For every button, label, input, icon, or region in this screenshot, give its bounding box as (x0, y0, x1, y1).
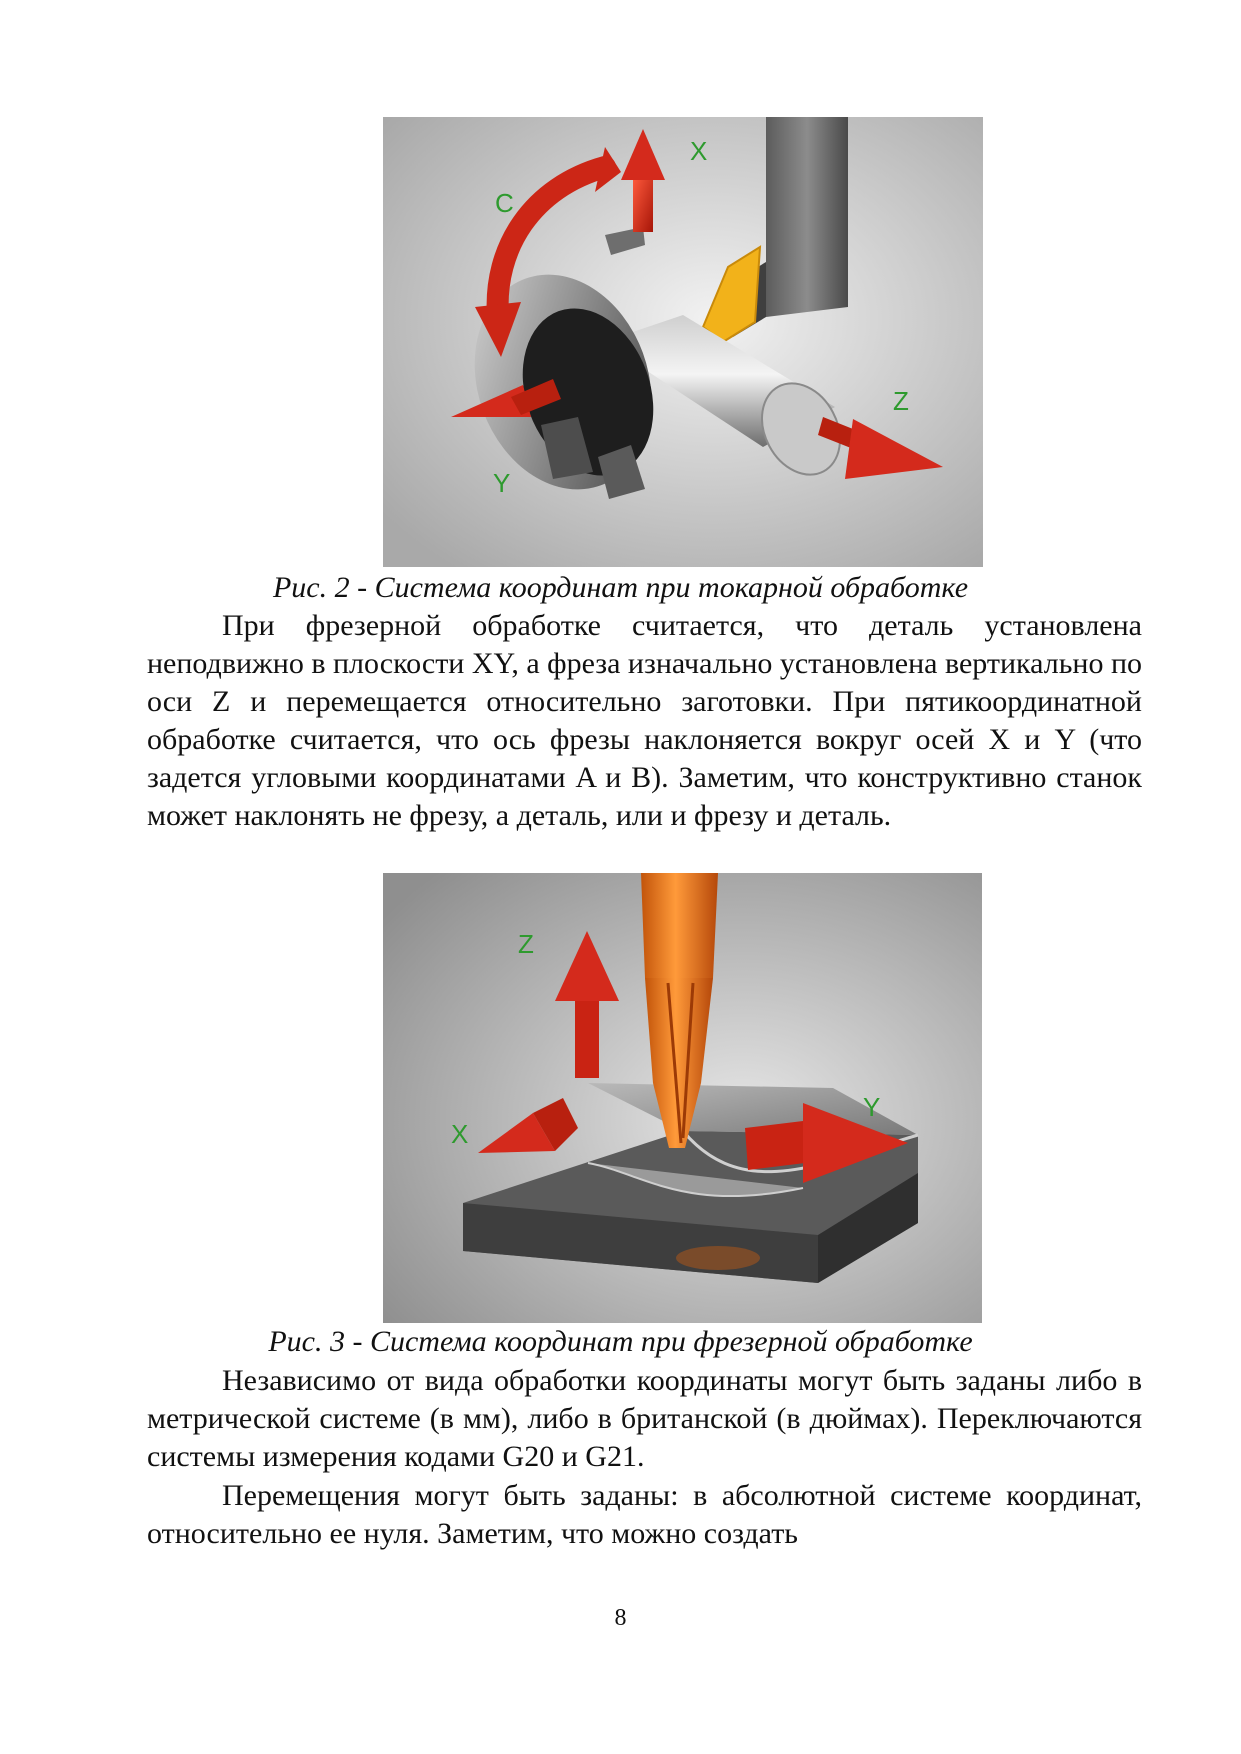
x-axis-label: X (451, 1119, 469, 1149)
lathe-illustration (383, 117, 983, 567)
figure2-caption (0, 570, 1241, 606)
page-number: 8 (614, 1605, 627, 1631)
paragraph-milling-description: При фрезерной обработке считается, что деталь установлена неподвижно в плоскости XY, а фреза изначально установлена вертикально по оси Z и перемещается относительно заготовки. При пятикоординатной обработке считается, что ось фрезы наклоняется вокруг осей X и Y (что задется угловыми координатами A и B). Заметим, что конструктивно станок может наклонять не фрезу, а деталь, или и фрезу и деталь. (147, 609, 1142, 832)
y-axis-label: Y (493, 468, 511, 498)
z-axis-label: Z (518, 929, 534, 959)
figure3-caption-text: - Система координат при фрезерной обработке (344, 1325, 973, 1358)
x-axis-label: X (690, 136, 708, 166)
c-axis-label: C (495, 188, 514, 218)
milling-illustration (383, 873, 982, 1323)
figure3-caption (0, 1324, 1241, 1360)
figure2-caption-text: - Система координат при токарной обработке (349, 571, 969, 604)
paragraph-units: Независимо от вида обработки координаты могут быть заданы либо в метрической системе (в мм), либо в британской (в дюймах). Переключаются системы измерения кодами G20 и G21. (147, 1364, 1142, 1473)
figure-milling-coordinates (383, 873, 982, 1323)
figure-lathe-coordinates (383, 117, 983, 567)
y-axis-label: Y (863, 1092, 881, 1122)
figure3-caption-prefix: Рис. 3 (268, 1325, 345, 1358)
z-axis-label: Z (893, 386, 909, 416)
figure2-caption-prefix: Рис. 2 (272, 571, 350, 604)
paragraph-movements: Перемещения могут быть заданы: в абсолютной системе координат, относительно ее нуля. Заметим, что можно создать (147, 1479, 1142, 1550)
